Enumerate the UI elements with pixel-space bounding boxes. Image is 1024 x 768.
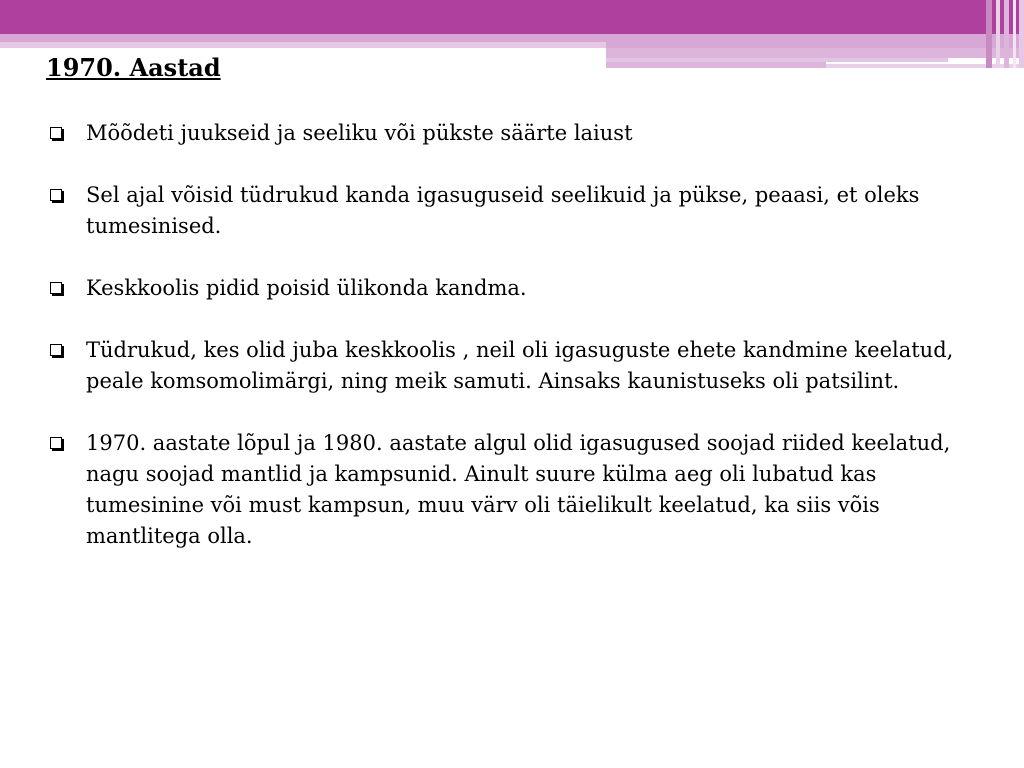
hollow-square-bullet-icon	[50, 344, 62, 356]
bullet-item	[46, 273, 986, 304]
hollow-square-bullet-icon	[50, 282, 62, 294]
header-band-tail	[606, 48, 1024, 58]
bullet-item	[46, 335, 986, 397]
slide-title: 1970. Aastad	[46, 53, 221, 82]
corner-stripe	[1019, 0, 1024, 68]
corner-stripe	[986, 0, 992, 68]
hollow-square-bullet-icon	[50, 189, 62, 201]
bullet-item	[46, 428, 986, 552]
bullet-text: Sel ajal võisid tüdrukud kanda igasuguseid seelikuid ja pükse, peaasi, et oleks tumesinised.	[86, 183, 920, 238]
bullet-list	[46, 118, 986, 583]
hollow-square-bullet-icon	[50, 437, 62, 449]
header-band-tail	[606, 62, 826, 68]
header-band-accent	[0, 42, 606, 48]
bullet-item	[46, 180, 986, 242]
corner-stripe	[1004, 0, 1009, 68]
bullet-item	[46, 118, 986, 149]
corner-stripe	[996, 0, 1000, 68]
bullet-text: 1970. aastate lõpul ja 1980. aastate algul olid igasugused soojad riided keelatud, nagu soojad mantlid ja kampsunid. Ainult suure külma aeg oli lubatud kas tumesinine või must kampsun, muu värv oli täielikult keelatud, ka siis võis mantlitega olla.	[86, 431, 951, 548]
hollow-square-bullet-icon	[50, 127, 62, 139]
corner-stripe	[1013, 0, 1016, 68]
bullet-text: Mõõdeti juukseid ja seeliku või pükste säärte laiust	[86, 121, 633, 145]
header-band-tail	[826, 64, 1024, 68]
header-band	[0, 0, 1024, 34]
bullet-text: Tüdrukud, kes olid juba keskkoolis , neil oli igasuguste ehete kandmine keelatud, peale komsomolimärgi, ning meik samuti. Ainsaks kaunistuseks oli patsilint.	[86, 338, 954, 393]
bullet-text: Keskkoolis pidid poisid ülikonda kandma.	[86, 276, 527, 300]
